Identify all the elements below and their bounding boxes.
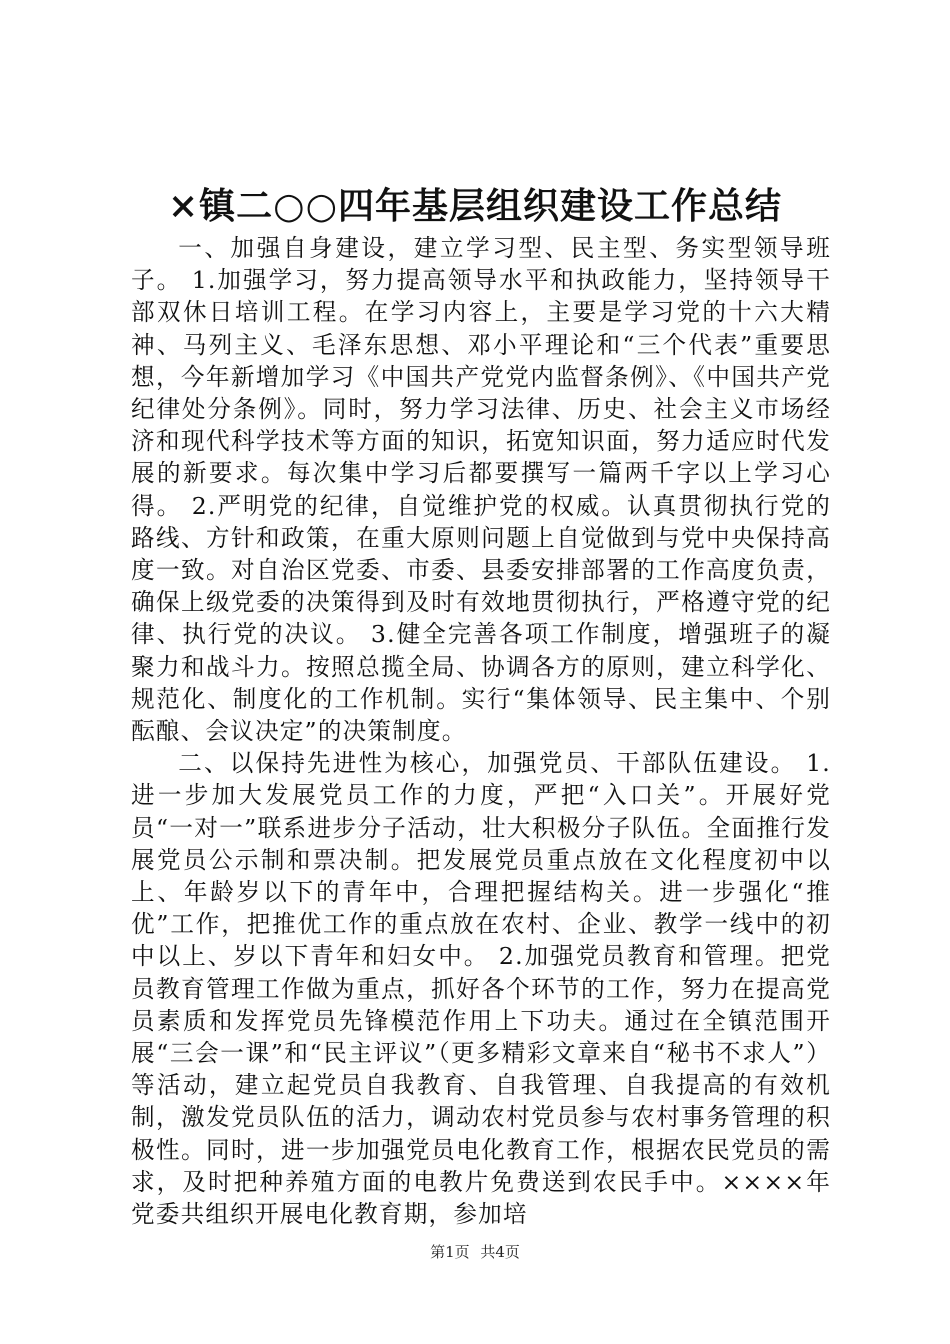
page-number: 第1页 xyxy=(430,1243,470,1261)
document-body xyxy=(131,232,831,1230)
page-footer xyxy=(0,1242,950,1262)
paragraph-1: 一、加强自身建设，建立学习型、民主型、务实型领导班子。 1.加强学习，努力提高领导水平和执政能力，坚持领导干部双休日培训工程。在学习内容上，主要是学习党的十六大精神、马列主义、毛泽东思想、邓小平理论和“三个代表”重要思想，今年新增加学习《中国共产党党内监督条例》、《中国共产党纪律处分条例》。同时，努力学习法律、历史、社会主义市场经济和现代科学技术等方面的知识，拓宽知识面，努力适应时代发展的新要求。每次集中学习后都要撰写一篇两千字以上学习心得。 2.严明党的纪律，自觉维护党的权威。认真贯彻执行党的路线、方针和政策，在重大原则问题上自觉做到与党中央保持高度一致。对自治区党委、市委、县委安排部署的工作高度负责，确保上级党委的决策得到及时有效地贯彻执行，严格遵守党的纪律、执行党的决议。 3.健全完善各项工作制度，增强班子的凝聚力和战斗力。按照总揽全局、协调各方的原则，建立科学化、规范化、制度化的工作机制。实行“集体领导、民主集中、个别酝酿、会议决定”的决策制度。 xyxy=(131,234,831,746)
document-title: ×镇二○○四年基层组织建设工作总结 xyxy=(168,185,782,227)
page-total: 共4页 xyxy=(480,1243,520,1261)
paragraph-2: 二、以保持先进性为核心，加强党员、干部队伍建设。 1.进一步加大发展党员工作的力度，严把“入口关”。开展好党员“一对一”联系进步分子活动，壮大积极分子队伍。全面推行发展党员公示制和票决制。把发展党员重点放在文化程度初中以上、年龄岁以下的青年中，合理把握结构关。进一步强化“推优”工作，把推优工作的重点放在农村、企业、教学一线中的初中以上、岁以下青年和妇女中。 2.加强党员教育和管理。把党员教育管理工作做为重点，抓好各个环节的工作，努力在提高党员素质和发挥党员先锋模范作用上下功夫。通过在全镇范围开展“三会一课”和“民主评议”（更多精彩文章来自“秘书不求人”）等活动，建立起党员自我教育、自我管理、自我提高的有效机制，激发党员队伍的活力，调动农村党员参与农村事务管理的积极性。同时，进一步加强党员电化教育工作，根据农民党员的需求，及时把种养殖方面的电教片免费送到农民手中。××××年党委共组织开展电化教育期，参加培 xyxy=(131,749,831,1229)
